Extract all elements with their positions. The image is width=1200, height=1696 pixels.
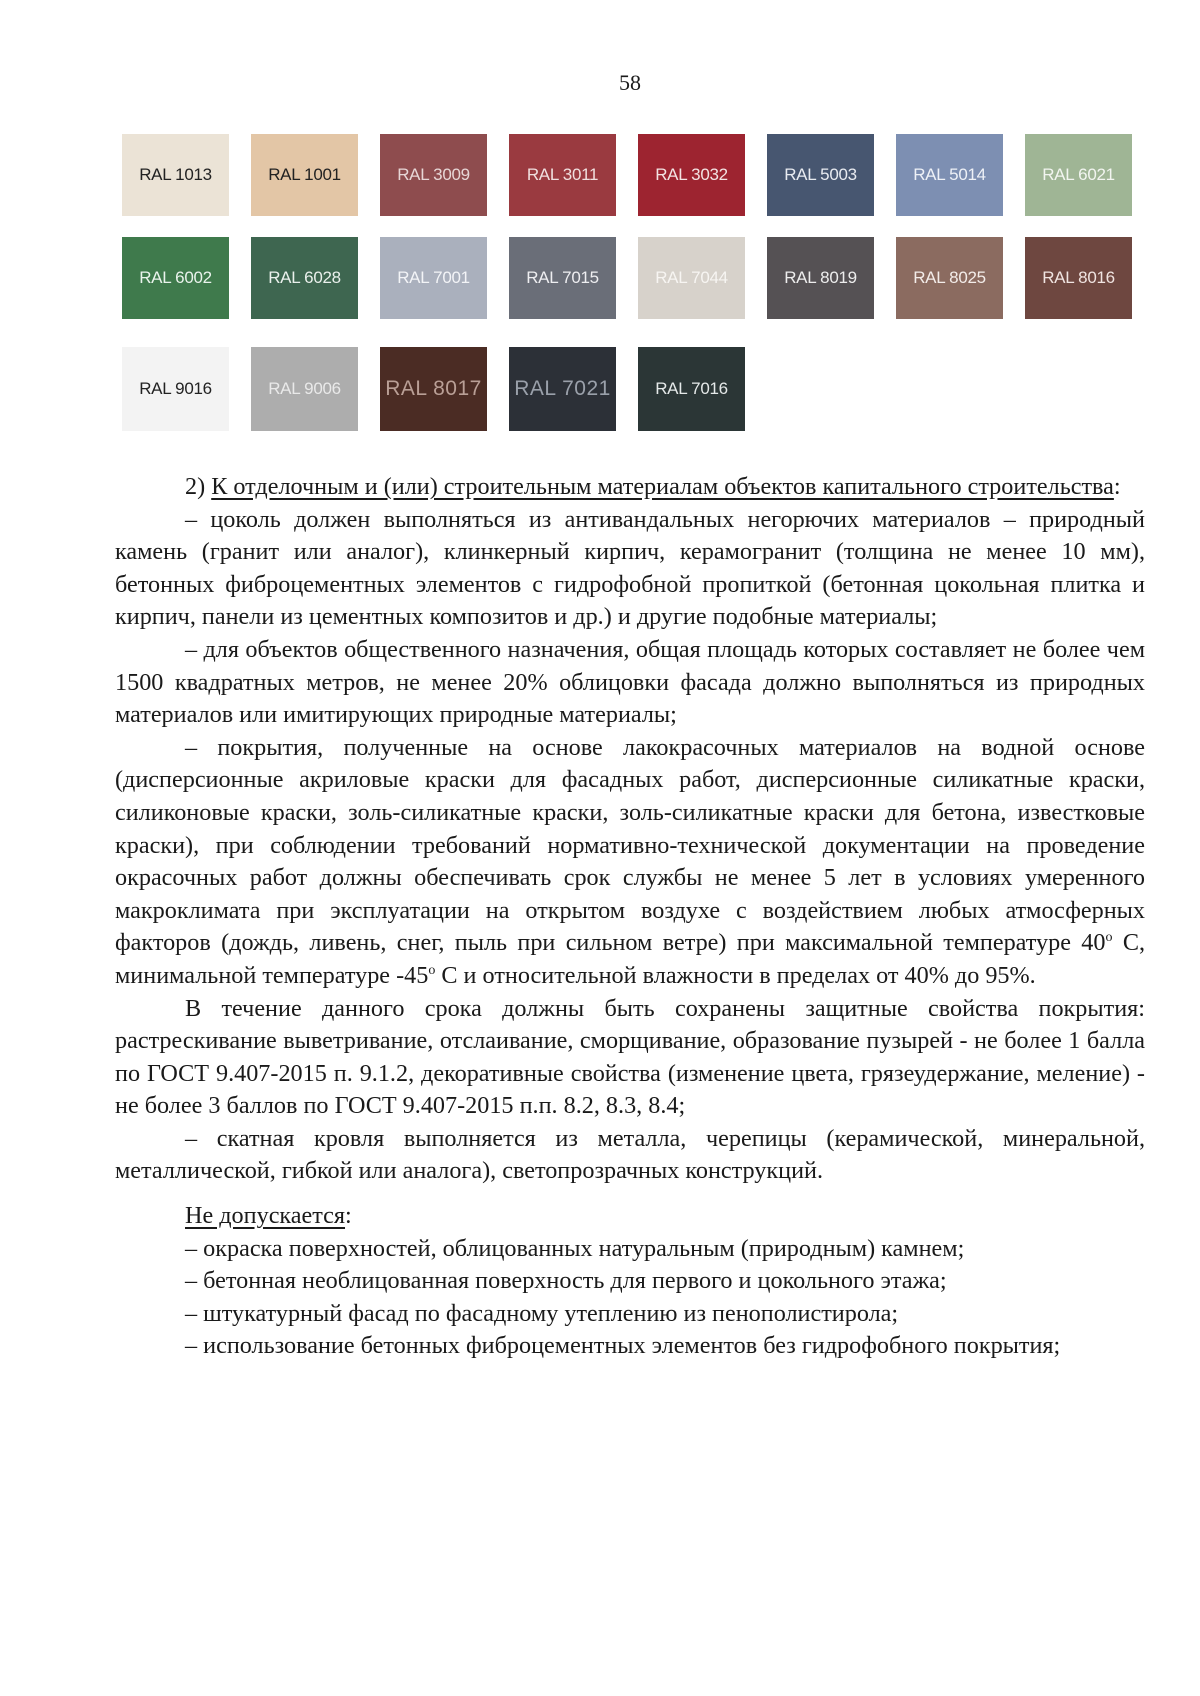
color-swatch: RAL 8017	[380, 347, 487, 431]
paragraph-coatings	[115, 732, 1145, 993]
coatings-text: С и относительной влажности в пределах от 40% до 95%.	[435, 961, 1036, 989]
degree-sign: o	[1105, 930, 1113, 946]
color-swatch: RAL 8025	[896, 237, 1003, 319]
section-number: 2)	[185, 473, 212, 500]
color-swatch: RAL 9006	[251, 347, 358, 431]
color-swatch: RAL 1013	[122, 134, 229, 216]
color-swatch: RAL 7015	[509, 237, 616, 319]
not-allowed-item: – бетонная необлицованная поверхность для первого и цокольного этажа;	[185, 1267, 947, 1295]
not-allowed-item: – штукатурный фасад по фасадному утеплению из пенополистирола;	[185, 1299, 899, 1327]
color-swatch: RAL 6002	[122, 237, 229, 319]
color-swatch: RAL 5003	[767, 134, 874, 216]
paragraph-public-buildings: – для объектов общественного назначения, общая площадь которых составляет не более чем 1500 квадратных метров, не менее 20% облицовки фасада должно выполняться из природных материалов или имитирующих природные материалы;	[115, 635, 1145, 729]
page-number: 58	[619, 70, 641, 95]
color-swatch: RAL 3009	[380, 134, 487, 216]
section-heading-text: К отделочным и (или) строительным материалам объектов капитального строительства	[211, 473, 1114, 500]
color-swatch: RAL 7001	[380, 237, 487, 319]
section-heading	[115, 471, 1145, 504]
swatch-row	[122, 347, 1154, 431]
color-swatch: RAL 6021	[1025, 134, 1132, 216]
color-swatch: RAL 3032	[638, 134, 745, 216]
swatch-row	[122, 237, 1154, 319]
degree-sign: o	[428, 962, 436, 978]
color-swatch: RAL 8016	[1025, 237, 1132, 319]
not-allowed-item: – окраска поверхностей, облицованных натуральным (природным) камнем;	[185, 1234, 965, 1262]
not-allowed-item: – использование бетонных фиброцементных элементов без гидрофобного покрытия;	[185, 1332, 1061, 1360]
color-swatch: RAL 1001	[251, 134, 358, 216]
paragraph-roofing: – скатная кровля выполняется из металла, черепицы (керамической, минеральной, металлической, гибкой или аналога), светопрозрачных конструкций.	[115, 1124, 1145, 1185]
not-allowed-text: Не допускается	[185, 1202, 346, 1230]
swatch-row	[122, 134, 1154, 216]
document-body	[115, 471, 1145, 1363]
spacer	[115, 1188, 1145, 1200]
color-swatch: RAL 7021	[509, 347, 616, 431]
color-swatch: RAL 3011	[509, 134, 616, 216]
color-swatch: RAL 7016	[638, 347, 745, 431]
color-swatch: RAL 7044	[638, 237, 745, 319]
not-allowed-colon: :	[345, 1202, 352, 1230]
paragraph-protective-properties: В течение данного срока должны быть сохранены защитные свойства покрытия: растрескивание выветривание, отслаивание, сморщивание, образование пузырей - не более 1 балла по ГОСТ 9.407-2015 п. 9.1.2, декоративные свойства (изменение цвета, грязеудержание, меление) - не более 3 баллов по ГОСТ 9.407-2015 п.п. 8.2, 8.3, 8.4;	[115, 994, 1145, 1120]
color-swatch: RAL 6028	[251, 237, 358, 319]
coatings-text: – покрытия, полученные на основе лакокрасочных материалов на водной основе (дисперсионные акриловые краски для фасадных работ, дисперсионные силикатные краски, силиконовые краски, золь-силикатные краски, золь-силикатные краски для бетона, известковые краски), при соблюдении требований нормативно-технической документации на проведение окрасочных работ должны обеспечивать срок службы не менее 5 лет в условиях умеренного макроклимата при эксплуатации на открытом воздухе с воздействием любых атмосферных факторов (дождь, ливень, снег, пыль при сильном ветре) при максимальной температуре 40	[115, 733, 1145, 957]
heading-colon: :	[1113, 473, 1121, 500]
color-swatch: RAL 8019	[767, 237, 874, 319]
ral-color-swatch-grid	[122, 134, 1154, 431]
paragraph-plinth: – цоколь должен выполняться из антивандальных негорючих материалов – природный камень (гранит или аналог), клинкерный кирпич, керамогранит (толщина не менее 10 мм), бетонных фиброцементных элементов с гидрофобной пропиткой (бетонная цокольная плитка и кирпич, панели из цементных композитов и др.) и другие подобные материалы;	[115, 505, 1145, 631]
coatings-text: С, минимальной температуре -45	[115, 929, 1145, 989]
not-allowed-heading	[115, 1200, 1145, 1233]
color-swatch: RAL 5014	[896, 134, 1003, 216]
color-swatch: RAL 9016	[122, 347, 229, 431]
